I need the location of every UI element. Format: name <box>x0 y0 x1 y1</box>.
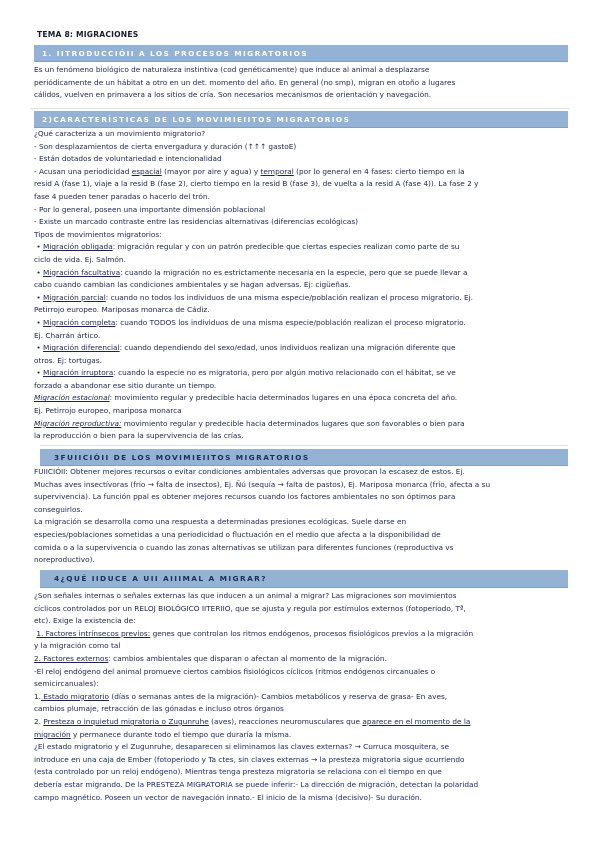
paragraph-line: Muchas aves insectívoras (frío → falta de insectos), Ej. Ñú (sequía → falta de pastos), Ej. Mariposa monarca (frío, afecta a su <box>34 479 491 489</box>
paragraph-line: debería estar migrando. De la PRESTEZA MIGRATORIA se puede inferir:- La dirección de migración, detectan la polaridad <box>34 779 479 789</box>
state-item-cont <box>34 729 574 742</box>
section-2-body <box>34 128 574 443</box>
paragraph-line: cíclicos controlados por un RELOJ BIOLÓGICO IITERIIO, que se ajusta y regula por estímulos externos (fotoperiodo, Tª, <box>34 603 466 613</box>
type-term: Migración facultativa <box>43 267 121 277</box>
state-number: 2. <box>34 716 44 726</box>
type-item: • Migración obligada: migración regular y con un patrón predecible que ciertas especies realizan como parte de su <box>34 242 460 252</box>
type-text: : cuando TODOS los individuos de una misma especie/población realizan el proceso migratorio. <box>115 317 466 327</box>
state-item <box>34 691 574 704</box>
type-text: : cuando la migración no es estrictamente necesaria en la especie, pero que se puede llevar a <box>120 267 468 277</box>
type-item: • Migración completa: cuando TODOS los individuos de una misma especie/población realizan el proceso migratorio. <box>34 317 466 327</box>
paragraph-line: ¿Son señales internas o señales externas las que inducen a un animal a migrar? Las migraciones son movimientos <box>34 591 457 600</box>
factor-item-cont: y la migración como tal <box>34 641 121 651</box>
type-text: : migración regular y con un patrón predecible que ciertas especies realizan como parte de su <box>112 242 460 252</box>
paragraph-line: noreproductivo). <box>34 555 95 565</box>
type-item: • Migración diferencial: cuando dependiendo del sexo/edad, unos individuos realizan una migración diferente que <box>34 343 456 353</box>
text-span: (mayor por aire y agua) y <box>161 166 261 176</box>
type-term: Migración irruptora <box>43 368 114 378</box>
paragraph-line: comida o a la supervivencia o cuando las zonas alternativas se utilizan para diferentes funciones (reproductiva vs <box>34 542 454 552</box>
type-item-cont: otros. Ej: tortugas. <box>34 355 102 365</box>
term-espacial: espacial <box>131 166 162 176</box>
factor-text: : cambios ambientales que disparan o afectan al momento de la migración. <box>108 653 387 663</box>
divider <box>30 108 570 109</box>
type-item: • Migración irruptora: cuando la especie no es migratoria, pero por algún motivo relacionado con el hábitat, se ve <box>34 368 456 378</box>
text-span: - Acusan una periodicidad <box>34 166 132 176</box>
section-4-body <box>34 590 574 804</box>
state-term: Estado migratorio <box>41 691 109 701</box>
paragraph-line: ¿El estado migratorio y el Zugunruhe, desaparecen si eliminamos las claves externas? → Curruca mosquitera, se <box>34 742 450 752</box>
type-item-cont: Petirrojo europeo. Mariposas monarca de Cádiz. <box>34 305 210 315</box>
state-term: Presteza o inquietud migratoria o Zugunruhe <box>43 716 209 726</box>
factor-item <box>34 653 574 666</box>
state-number: 1. <box>34 691 42 701</box>
type-term: Migración obligada <box>43 242 113 252</box>
state-text: y permanece durante todo el tiempo que duraría la misma. <box>70 729 292 739</box>
state-text: (días o semanas antes de la migración)- Cambios metabólicos y reserva de grasa- En aves, <box>109 691 448 701</box>
type-item-cont: cabo cuando cambian las condiciones ambientales y se hagan adversas. Ej: cigüeñas. <box>34 280 351 290</box>
type-text: movimiento regular y predecible hacia determinados lugares que son favorables o bien para <box>121 418 465 428</box>
paragraph-line: semicircanuales): <box>34 679 99 689</box>
section-3-body <box>34 466 574 567</box>
types-label: Tipos de movimientos migratorios: <box>34 229 162 239</box>
paragraph-line: fase 4 pueden tener paradas o hacerlo del trón. <box>34 191 210 201</box>
state-text: (aves), reacciones neuromusculares que <box>208 716 363 726</box>
term-temporal: temporal <box>260 166 294 176</box>
paragraph-line: periódicamente de un hábitat a otro en un det. momento del año. En general (no smp), migran en otoño a lugares <box>34 77 456 87</box>
bullet-item: - Están dotados de voluntariedad e intencionalidad <box>34 154 222 164</box>
state-term: migración <box>34 729 71 739</box>
type-term: Migración parcial <box>43 292 106 302</box>
factor-term: 2. Factores externos <box>34 653 109 663</box>
type-item: • Migración parcial: cuando no todos los individuos de una misma especie/población realizan el proceso migratorio. Ej. <box>34 292 473 302</box>
paragraph-line: introduce en una caja de Ember (fotoperiodo y Ta ctes, sin claves externas → la presteza migratoria sigue ocurriendo <box>34 754 465 764</box>
bullet-item: - Por lo general, poseen una importante dimensión poblacional <box>34 204 266 214</box>
paragraph-line: resid A (fase 1), viaje a la resid B (fase 2), cierto tiempo en la resid B (fase 3), de vuelta a la resid A (fase 4)). La fase 2 y <box>34 179 479 189</box>
divider <box>40 445 568 446</box>
paragraph-line: La migración se desarrolla como una respuesta a determinadas presiones ecológicas. Suele darse en <box>34 517 407 527</box>
factor-item <box>34 628 574 641</box>
type-term: Migración estacional <box>34 393 110 403</box>
state-term: aparece en el momento de la <box>362 716 471 726</box>
text-span: (por lo general en 4 fases: cierto tiempo en la <box>293 166 465 176</box>
question-text: ¿Qué caracteriza a un movimiento migratorio? <box>34 129 206 138</box>
section-1-body <box>34 64 574 102</box>
state-item-cont: cambios plumaje, retracción de las gónadas e incluso otros órganos <box>34 704 284 714</box>
type-item: • Migración facultativa: cuando la migración no es estrictamente necesaria en la especie, pero que se puede llevar a <box>34 267 468 277</box>
section-2-heading: 2)CARACTERÍSTICAS DE LOS MOVIMIEIITOS MIGRATORIOS <box>34 111 568 128</box>
paragraph-line: conseguirlos. <box>34 504 83 514</box>
type-item <box>34 392 574 405</box>
type-text: : cuando dependiendo del sexo/edad, unos individuos realizan una migración diferente que <box>119 343 456 353</box>
type-item-cont: Ej. Petirrojo europeo, mariposa monarca <box>34 406 182 416</box>
type-term: Migración completa <box>43 317 116 327</box>
type-item <box>34 418 574 431</box>
paragraph-line: Es un fenómeno biológico de naturaleza instintiva (cod genéticamente) que induce al animal a desplazarse <box>34 65 430 74</box>
bullet-item: - Son desplazamientos de cierta envergadura y duración (↑↑↑ gastoE) <box>34 141 297 151</box>
section-4-heading: 4¿QUÉ IIDUCE A UII AIIIMAL A MIGRAR? <box>40 570 568 588</box>
paragraph-line: especies/poblaciones sometidas a una periodicidad o fluctuación en el medio que afecta a la disponibilidad de <box>34 529 441 539</box>
paragraph-line: campo magnético. Poseen un vector de navegación innato.- El inicio de la misma (decisivo)- Su duración. <box>34 792 422 802</box>
section-3-heading: 3FUIICIÓII DE LOS MOVIMIEIITOS MIGRATORIOS <box>40 449 568 466</box>
bullet-item-periodicity <box>34 166 574 179</box>
paragraph-line: supervivencia). La función ppal es obtener mejores recursos cuando los factores ambientales no son óptimos para <box>34 492 456 502</box>
type-item-cont: ciclo de vida. Ej. Salmón. <box>34 254 126 264</box>
section-1-heading: 1. IITRODUCCIÓII A LOS PROCESOS MIGRATORIOS <box>34 45 568 62</box>
document-title: TEMA 8: MIGRACIONES <box>37 30 139 39</box>
paragraph-line: cálidos, vuelven en primavera a los sitios de cría. Son necesarios mecanismos de orientación y navegación. <box>34 90 432 100</box>
type-item-cont: forzado a abandonar ese sitio durante un tiempo. <box>34 380 217 390</box>
type-text: : movimiento regular y predecible hacia determinados lugares en una época concreta del año. <box>109 393 458 403</box>
paragraph-line: -El reloj endógeno del animal promueve ciertos cambios fisiológicos cíclicos (ritmos endógenos circanuales o <box>34 666 436 676</box>
type-term: Migración reproductiva: <box>34 418 122 428</box>
type-term: Migración diferencial <box>43 343 120 353</box>
type-item-cont: la reproducción o bien para la supervivencia de las crías. <box>34 431 244 441</box>
factor-text: genes que controlan los ritmos endógenos, procesos fisiológicos previos a la migración <box>150 628 474 638</box>
paragraph-line: FUIICIÓII: Obtener mejores recursos o evitar condiciones ambientales adversas que provocan la escasez de estos. Ej. <box>34 467 465 476</box>
paragraph-line: (esta controlado por un reloj endógeno). Mientras tenga presteza migratoria se relaciona con el tiempo en que <box>34 767 442 777</box>
bullet-item: - Existe un marcado contraste entre las residencias alternativas (diferencias ecológicas) <box>34 217 359 227</box>
factor-term: 1. Factores intrínsecos previos: <box>36 628 151 638</box>
type-text: : cuando no todos los individuos de una misma especie/población realizan el proceso migratorio. Ej. <box>105 292 473 302</box>
state-item <box>34 716 574 729</box>
type-text: : cuando la especie no es migratoria, pero por algún motivo relacionado con el hábitat, se ve <box>113 368 456 378</box>
type-item-cont: Ej. Charrán ártico. <box>34 330 101 340</box>
paragraph-line: etc). Exige la existencia de: <box>34 616 136 626</box>
